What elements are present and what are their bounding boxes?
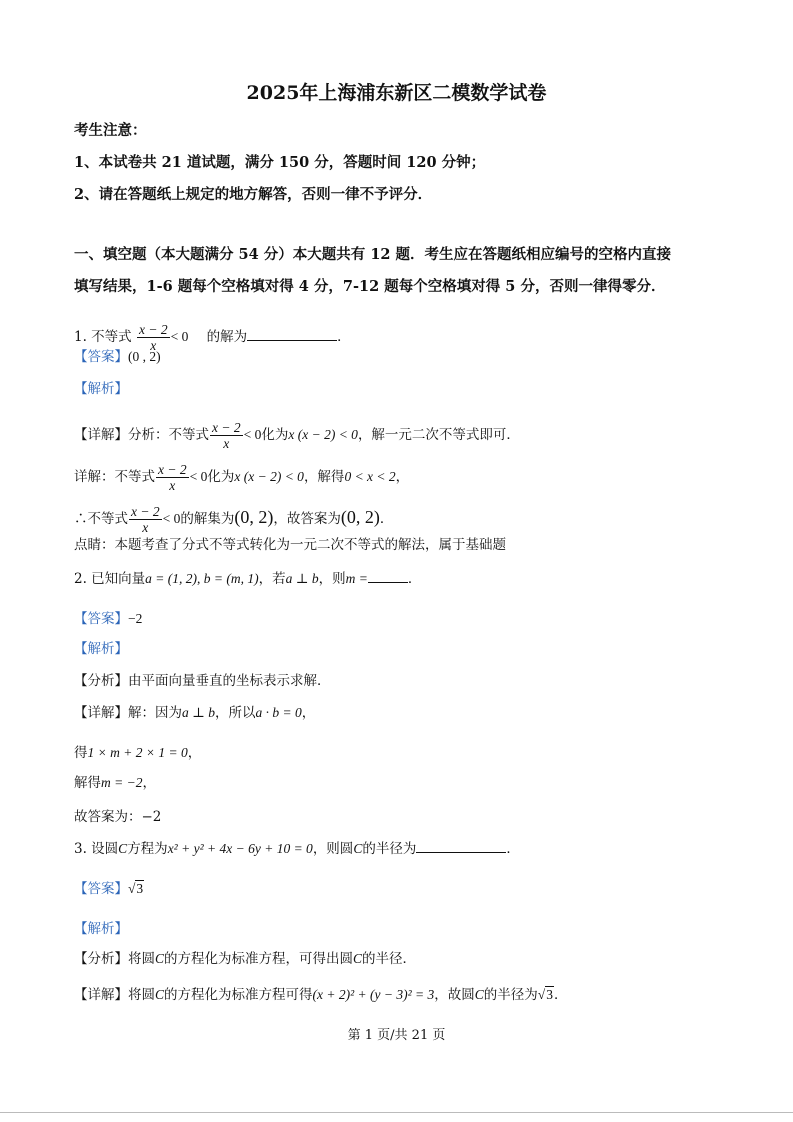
q2-step-1: 得1 × m + 2 × 1 = 0， bbox=[74, 745, 202, 761]
q1-analysis-label: 【解析】 bbox=[74, 381, 128, 397]
q3-sqrt: √3 bbox=[128, 881, 144, 896]
q1-answer-blank bbox=[247, 328, 337, 341]
section-line-1: 一、填空题（本大题满分 54 分）本大题共有 12 题．考生应在答题纸相应编号的空格内直接 bbox=[74, 246, 672, 263]
q1-note: 点睛：本题考查了分式不等式转化为一元二次不等式的解法，属于基础题 bbox=[74, 537, 506, 553]
notice-item-1: 1、本试卷共 21 道试题，满分 150 分，答题时间 120 分钟； bbox=[74, 154, 486, 171]
q1-fraction: $\frac{x - 2}{x}$ bbox=[138, 322, 168, 353]
q1-conclusion: ∴不等式 $\frac{x - 2}{x}$ < 0的解集为(0, 2)，故答案为(0, 2)． bbox=[74, 504, 394, 535]
q2-stem: 2. 已知向量a = (1, 2), b = (m, 1)，若a ⊥ b，则m = ． bbox=[74, 571, 422, 587]
q1-solution: 详解：不等式 $\frac{x - 2}{x}$ < 0化为x (x − 2) < 0，解得0 < x < 2， bbox=[74, 462, 410, 493]
q2-answer-blank bbox=[368, 570, 408, 583]
q3-answer: 【答案】√3 bbox=[74, 881, 144, 897]
q2-answer: 【答案】−2 bbox=[74, 611, 143, 627]
bottom-rule bbox=[0, 1112, 793, 1113]
q3-detail: 【详解】将圆C的方程化为标准方程可得(x + 2)² + (y − 3)² = 3，故圆C的半径为√3． bbox=[74, 987, 568, 1003]
q3-answer-blank bbox=[416, 840, 506, 853]
q2-fenxi: 【分析】由平面向量垂直的坐标表示求解． bbox=[74, 673, 331, 689]
notice-heading: 考生注意： bbox=[74, 122, 147, 139]
q3-fenxi: 【分析】将圆C的方程化为标准方程，可得出圆C的半径． bbox=[74, 951, 417, 967]
q1-answer: 【答案】(0 , 2) bbox=[74, 349, 161, 365]
q2-step-2: 解得m = −2， bbox=[74, 775, 156, 791]
q2-detail: 【详解】解：因为a ⊥ b，所以a · b = 0， bbox=[74, 705, 316, 721]
q2-final: 故答案为：−2 bbox=[74, 809, 162, 825]
q1-detail: 【详解】分析：不等式 $\frac{x - 2}{x}$ < 0化为x (x − 2) < 0，解一元二次不等式即可． bbox=[74, 420, 520, 451]
q3-stem: 3. 设圆C方程为x² + y² + 4x − 6y + 10 = 0，则圆C的半径为 ． bbox=[74, 841, 520, 857]
q2-analysis-label: 【解析】 bbox=[74, 641, 128, 657]
page-footer: 第 1 页/共 21 页 bbox=[347, 1028, 446, 1043]
notice-item-2: 2、请在答题纸上规定的地方解答，否则一律不予评分． bbox=[74, 186, 433, 203]
page-title: 2025年上海浦东新区二模数学试卷 bbox=[246, 82, 547, 104]
section-line-2: 填写结果，1-6 题每个空格填对得 4 分，7-12 题每个空格填对得 5 分，否则一律得零分． bbox=[74, 278, 666, 295]
q1-stem: 1. 不等式 $\frac{x - 2}{x}$ < 0 的解为 ． bbox=[74, 322, 351, 353]
q3-analysis-label: 【解析】 bbox=[74, 921, 128, 937]
